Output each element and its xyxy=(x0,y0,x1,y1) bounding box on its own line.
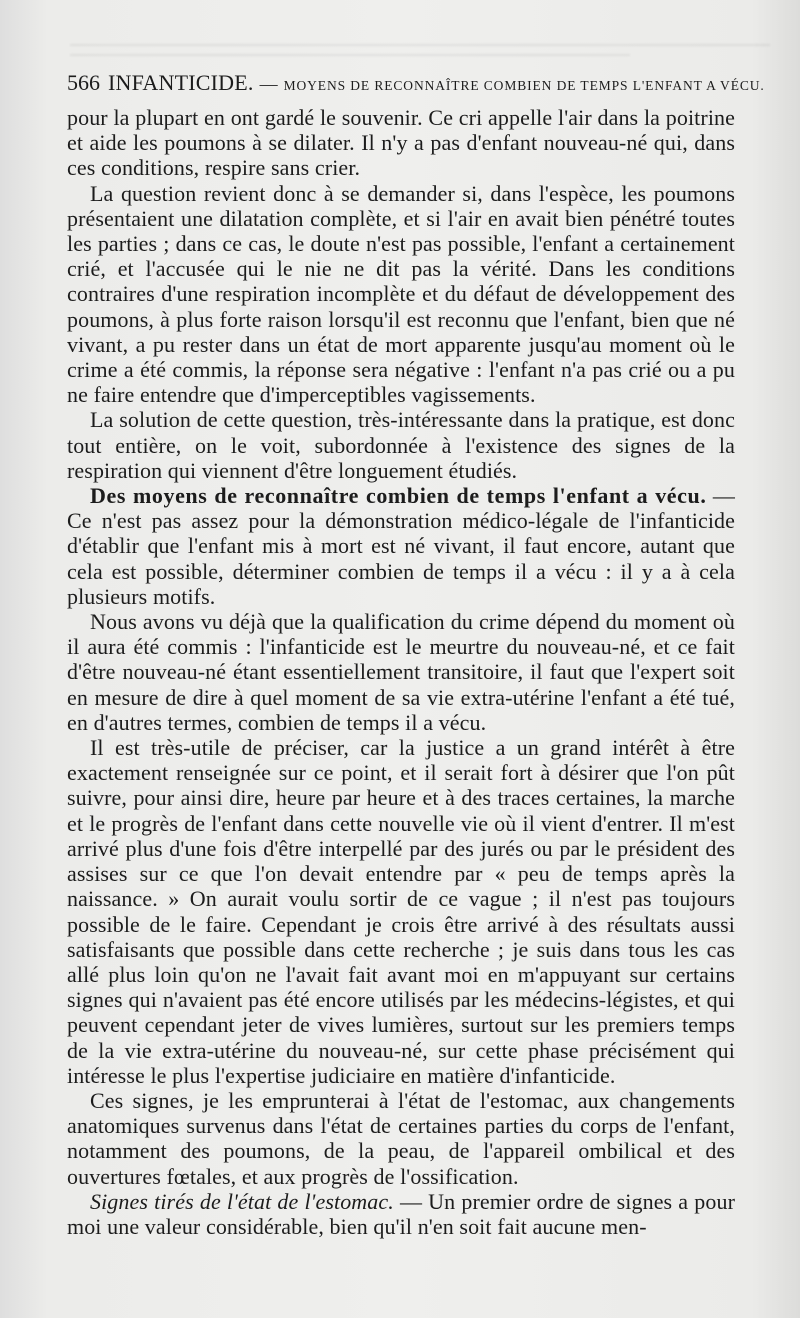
header-topic: MOYENS DE RECONNAÎTRE COMBIEN DE TEMPS L'ENFANT A VÉCU. xyxy=(283,78,765,93)
italic-heading: Signes tirés de l'état de l'estomac. xyxy=(90,1188,394,1214)
section-paragraph-duration xyxy=(67,483,735,609)
paragraph-text: Ces signes, je les emprunterai à l'état de l'estomac, aux changements anatomiques survenus dans l'état de certaines parties du corps de l'enfant, notamment des poumons, de la peau, de l'appareil ombilical et des ouvertures fœtales, et aux progrès de l'ossification. xyxy=(67,1087,735,1189)
header-dash: — xyxy=(259,74,278,94)
section-paragraph-stomach xyxy=(67,1189,735,1239)
header-subject: INFANTICIDE. xyxy=(108,70,254,95)
paragraph-continuation xyxy=(67,105,735,181)
paragraph-solution xyxy=(67,407,735,483)
running-header xyxy=(67,70,765,104)
paragraph-qualification xyxy=(67,609,735,735)
paragraph-text: Nous avons vu déjà que la qualification du crime dépend du moment où il aura été commis : l'infanticide est le meurtre du nouveau-né, et ce fait d'être nouveau-né étant essentiellement transitoire, il faut que l'expert soit en mesure de dire à quel moment de sa vie extra-utérine l'enfant a été tué, en d'autres termes, combien de temps il a vécu. xyxy=(67,609,735,735)
paragraph-text: — Un premier ordre de signes a pour moi une valeur considérable, bien qu'il n'en soit fait aucune men- xyxy=(67,1188,735,1239)
paragraph-signs xyxy=(67,1088,735,1189)
show-through-texture xyxy=(70,30,770,70)
paragraph-text: La question revient donc à se demander si, dans l'espèce, les poumons présentaient une dilatation complète, et si l'air en avait bien pénétré toutes les parties ; dans ce cas, le doute n'est pas possible, l'enfant a certainement crié, et l'accusée qui le nie ne dit pas la vérité. Dans les conditions contraires d'une respiration incomplète et du défaut de développement des poumons, à plus forte raison lorsqu'il est reconnu que l'enfant, bien que né vivant, a pu rester dans un état de mort apparente jusqu'au moment où le crime a été commis, la réponse sera négative : l'enfant n'a pas crié ou a pu ne faire entendre que d'imperceptibles vagissements. xyxy=(67,180,735,408)
paragraph-text: pour la plupart en ont gardé le souvenir. Ce cri appelle l'air dans la poitrine et aide les poumons à se dilater. Il n'y a pas d'enfant nouveau-né qui, dans ces conditions, respire sans crier. xyxy=(67,105,735,181)
paragraph-question xyxy=(67,181,735,408)
body-text xyxy=(67,105,735,1239)
paragraph-text: La solution de cette question, très-intéressante dans la pratique, est donc tout entière, on le voit, subordonnée à l'existence des signes de la respiration qui viennent d'être longuement étudiés. xyxy=(67,407,735,483)
paragraph-precision xyxy=(67,735,735,1088)
page-number: 566 xyxy=(67,70,100,95)
paragraph-text: — Ce n'est pas assez pour la démonstration médico-légale de l'infanticide d'établir que l'enfant mis à mort est né vivant, il faut encore, autant que cela est possible, déterminer combien de temps il a vécu : il y a à cela plusieurs motifs. xyxy=(67,483,736,609)
paragraph-text: Il est très-utile de préciser, car la justice a un grand intérêt à être exactement renseignée sur ce point, et il serait fort à désirer que l'on pût suivre, pour ainsi dire, heure par heure et à des traces certaines, la marche et le progrès de l'enfant dans cette nouvelle vie où il vient d'entrer. Il m'est arrivé plus d'une fois d'être interpellé par des jurés ou par le président des assises sur ce que l'on devait entendre par « peu de temps après la naissance. » On aurait voulu sortir de ce vague ; il n'est pas toujours possible de le faire. Cependant je crois être arrivé à des résultats aussi satisfaisants que possible dans cette recherche ; je suis dans tous les cas allé plus loin qu'on ne l'avait fait avant moi en m'appuyant sur certains signes qui n'avaient pas été encore utilisés par les médecins-légistes, et qui peuvent cependant jeter de vives lumières, surtout sur les premiers temps de la vie extra-utérine du nouveau-né, sur cette phase précisément qui intéresse le plus l'expertise judiciaire en matière d'infanticide. xyxy=(67,735,735,1088)
section-heading: Des moyens de reconnaître combien de temps l'enfant a vécu. xyxy=(90,483,707,509)
